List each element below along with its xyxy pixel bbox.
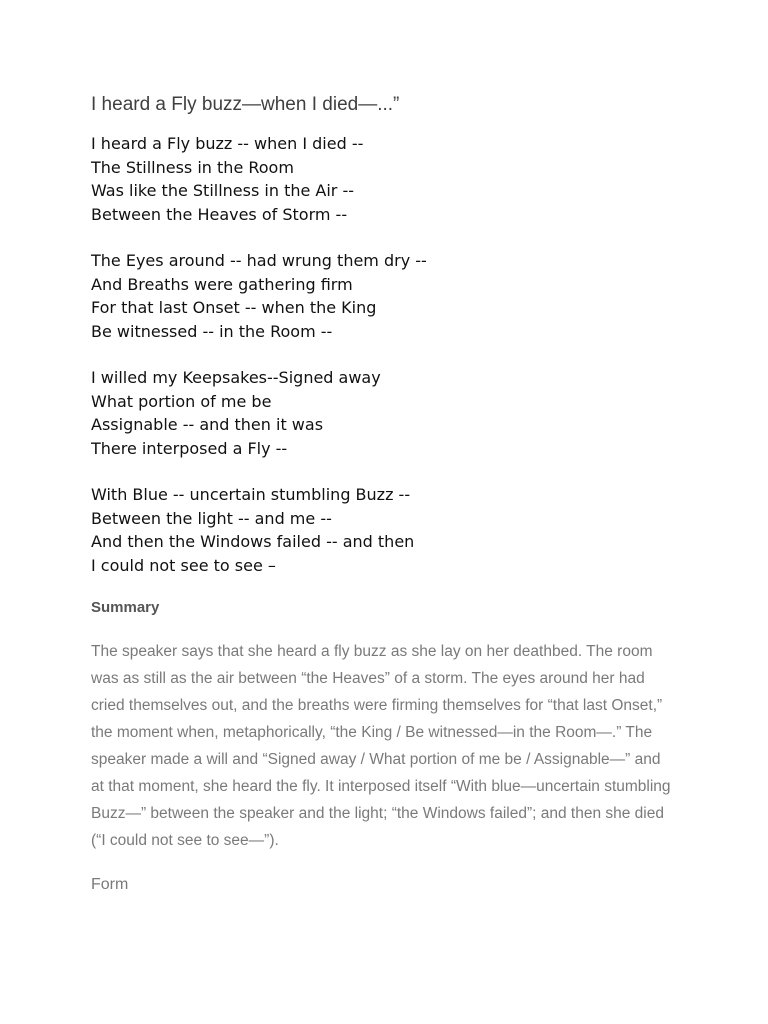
- poem-line: I could not see to see –: [91, 555, 276, 575]
- poem-line: The Stillness in the Room: [91, 157, 294, 177]
- stanza: [91, 249, 427, 343]
- stanza: [91, 132, 427, 226]
- poem-body: [91, 132, 427, 600]
- form-heading: Form: [91, 876, 129, 893]
- summary-heading: Summary: [91, 599, 160, 616]
- poem-line: And Breaths were gathering firm: [91, 274, 353, 294]
- poem-line: There interposed a Fly --: [91, 438, 288, 458]
- poem-line: For that last Onset -- when the King: [91, 298, 377, 317]
- summary-paragraph: The speaker says that she heard a fly buzz as she lay on her deathbed. The room was as still as the air between “the Heaves” of a storm. The eyes around her had cried themselves out, and the breaths were firming themselves for “that last Onset,” the moment when, metaphorically, “the King / Be witnessed—in the Room—.” The speaker made a will and “Signed away / What portion of me be / Assignable—” and at that moment, she heard the fly. It interposed itself “With blue—uncertain stumbling Buzz—” between the speaker and the light; “the Windows failed”; and then she died (“I could not see to see—”).: [91, 643, 671, 849]
- poem-line: Assignable -- and then it was: [91, 415, 324, 434]
- poem-line: Between the light -- and me --: [91, 508, 332, 528]
- poem-line: Was like the Stillness in the Air --: [91, 181, 355, 200]
- poem-line: With Blue -- uncertain stumbling Buzz --: [91, 485, 411, 504]
- stanza: [91, 366, 427, 460]
- stanza: [91, 483, 427, 577]
- poem-line: What portion of me be: [91, 391, 272, 411]
- poem-line: Be witnessed -- in the Room --: [91, 321, 333, 341]
- poem-line: The Eyes around -- had wrung them dry --: [91, 251, 427, 270]
- poem-line: I willed my Keepsakes--Signed away: [91, 368, 381, 387]
- poem-line: I heard a Fly buzz -- when I died --: [91, 134, 364, 153]
- poem-line: And then the Windows failed -- and then: [91, 532, 415, 551]
- poem-title: I heard a Fly buzz—when I died—...”: [91, 94, 400, 115]
- poem-line: Between the Heaves of Storm --: [91, 204, 348, 224]
